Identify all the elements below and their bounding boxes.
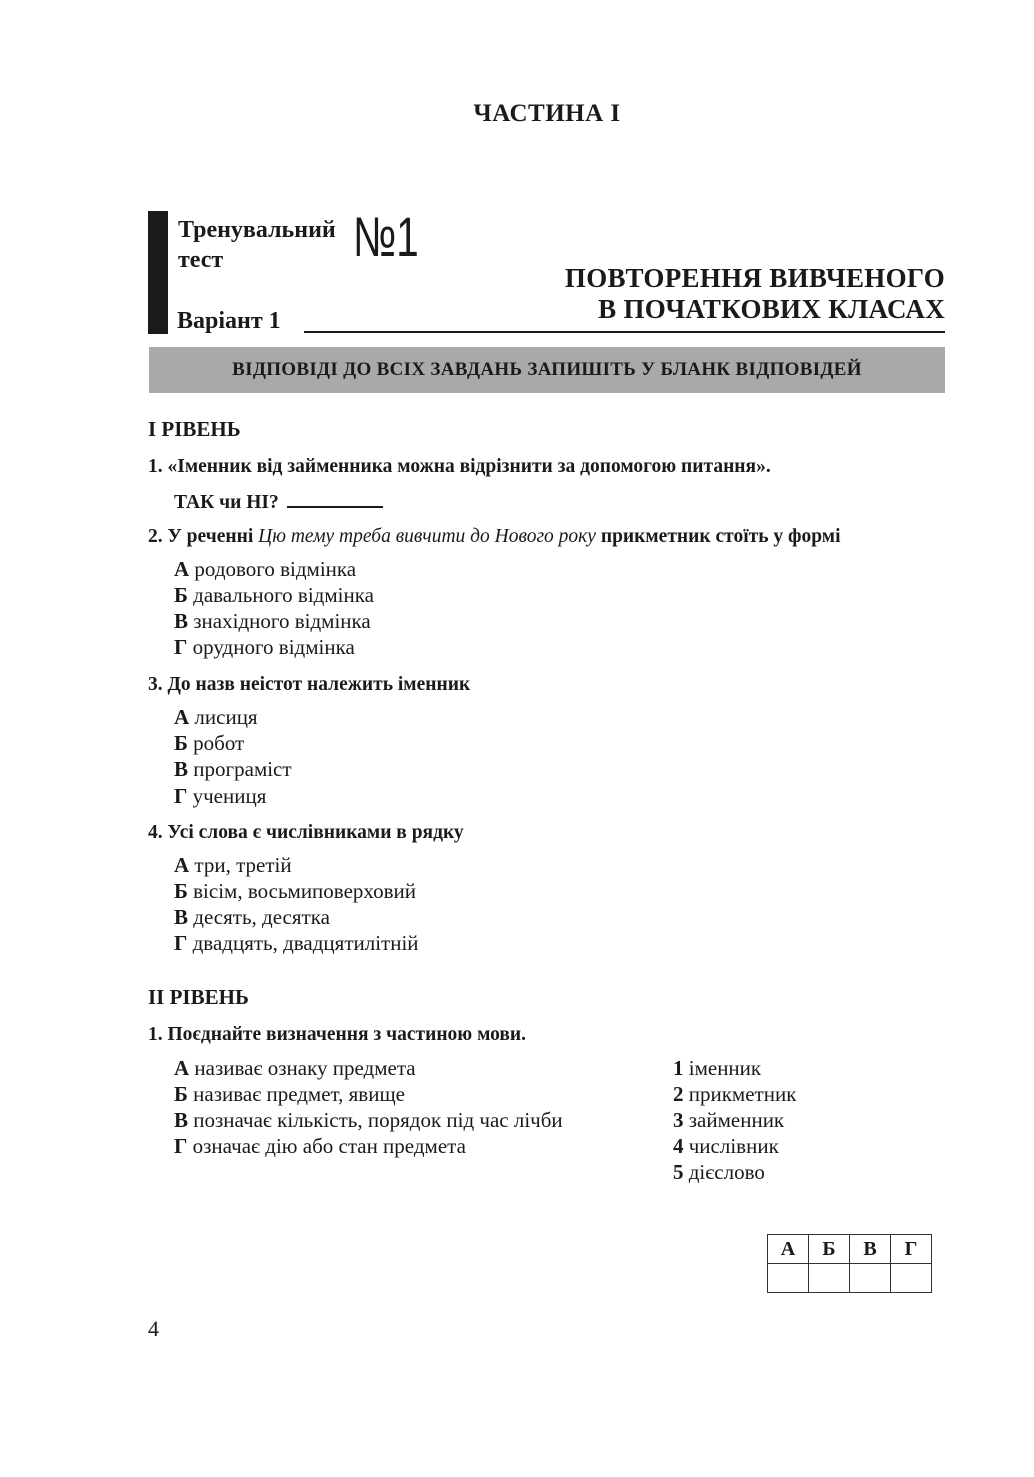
header-accent-bar bbox=[148, 211, 168, 334]
variant-label: Варіант 1 bbox=[177, 308, 281, 334]
answer-cell-d[interactable] bbox=[891, 1264, 932, 1293]
question-2-1: 1. Поєднайте визначення з частиною мови. bbox=[148, 1024, 527, 1045]
match-right-4: 4 числівник bbox=[673, 1134, 779, 1158]
option-d: Г двадцять, двадцятилітній bbox=[174, 931, 419, 955]
answer-blank-line bbox=[287, 488, 383, 508]
question-1-2-suffix: прикметник стоїть у формі bbox=[600, 526, 841, 547]
test-label-line1: Тренувальний bbox=[178, 217, 336, 243]
option-b: Б давального відмінка bbox=[174, 583, 374, 607]
match-right-3: 3 займенник bbox=[673, 1108, 785, 1132]
option-a: А лисиця bbox=[174, 705, 258, 729]
part-title: ЧАСТИНА I bbox=[473, 100, 621, 127]
option-b: Б робот bbox=[174, 731, 245, 755]
answer-grid-header bbox=[768, 1235, 932, 1264]
question-1-2-sentence: Цю тему треба вивчити до Нового року bbox=[258, 526, 596, 547]
question-1-2-prefix: 2. У реченні bbox=[148, 526, 254, 547]
option-c: В програміст bbox=[174, 757, 292, 781]
answer-grid bbox=[767, 1234, 932, 1293]
question-1-1-answer bbox=[174, 488, 383, 514]
topic-line2: В ПОЧАТКОВИХ КЛАСАХ bbox=[598, 294, 945, 324]
option-d: Г орудного відмінка bbox=[174, 635, 355, 659]
answer-cell-a[interactable] bbox=[768, 1264, 809, 1293]
match-right-1: 1 іменник bbox=[673, 1056, 762, 1080]
option-b: Б вісім, восьмиповерховий bbox=[174, 879, 416, 903]
question-1-3: 3. До назв неістот належить іменник bbox=[148, 674, 471, 695]
test-number: №1 bbox=[353, 205, 419, 268]
option-c: В знахідного відмінка bbox=[174, 609, 371, 633]
test-label-line2: тест bbox=[178, 247, 224, 273]
match-left-a: А називає ознаку предмета bbox=[174, 1056, 416, 1080]
answer-grid-row bbox=[768, 1264, 932, 1293]
variant-underline bbox=[304, 331, 945, 333]
option-a: А три, третій bbox=[174, 853, 292, 877]
option-c: В десять, десятка bbox=[174, 905, 330, 929]
question-1-1: 1. «Іменник від займенника можна відрізнити за допомогою питання». bbox=[148, 456, 771, 477]
match-right-5: 5 дієслово bbox=[673, 1160, 765, 1184]
answer-grid-header-d: Г bbox=[891, 1235, 932, 1264]
answer-cell-c[interactable] bbox=[850, 1264, 891, 1293]
answer-grid-header-c: В bbox=[850, 1235, 891, 1264]
topic-line1: ПОВТОРЕННЯ ВИВЧЕНОГО bbox=[564, 263, 945, 293]
answer-grid-header-a: А bbox=[768, 1235, 809, 1264]
match-right-2: 2 прикметник bbox=[673, 1082, 797, 1106]
page-number: 4 bbox=[148, 1316, 159, 1341]
level1-title: І РІВЕНЬ bbox=[148, 417, 241, 441]
match-left-b: Б називає предмет, явище bbox=[174, 1082, 405, 1106]
option-a: А родового відмінка bbox=[174, 557, 357, 581]
answer-grid-header-b: Б bbox=[809, 1235, 850, 1264]
option-d: Г учениця bbox=[174, 784, 267, 808]
match-left-c: В позначає кількість, порядок під час лічби bbox=[174, 1108, 563, 1132]
test-label bbox=[178, 215, 336, 275]
question-1-2 bbox=[148, 526, 841, 548]
question-1-4: 4. Усі слова є числівниками в рядку bbox=[148, 822, 464, 843]
match-left-d: Г означає дію або стан предмета bbox=[174, 1134, 466, 1158]
level2-title: ІІ РІВЕНЬ bbox=[148, 985, 249, 1009]
instruction-banner: ВІДПОВІДІ ДО ВСІХ ЗАВДАНЬ ЗАПИШІТЬ У БЛАНК ВІДПОВІДЕЙ bbox=[149, 347, 945, 393]
answer-cell-b[interactable] bbox=[809, 1264, 850, 1293]
question-1-1-prompt: ТАК чи НІ? bbox=[174, 492, 279, 513]
topic-title bbox=[565, 263, 945, 325]
